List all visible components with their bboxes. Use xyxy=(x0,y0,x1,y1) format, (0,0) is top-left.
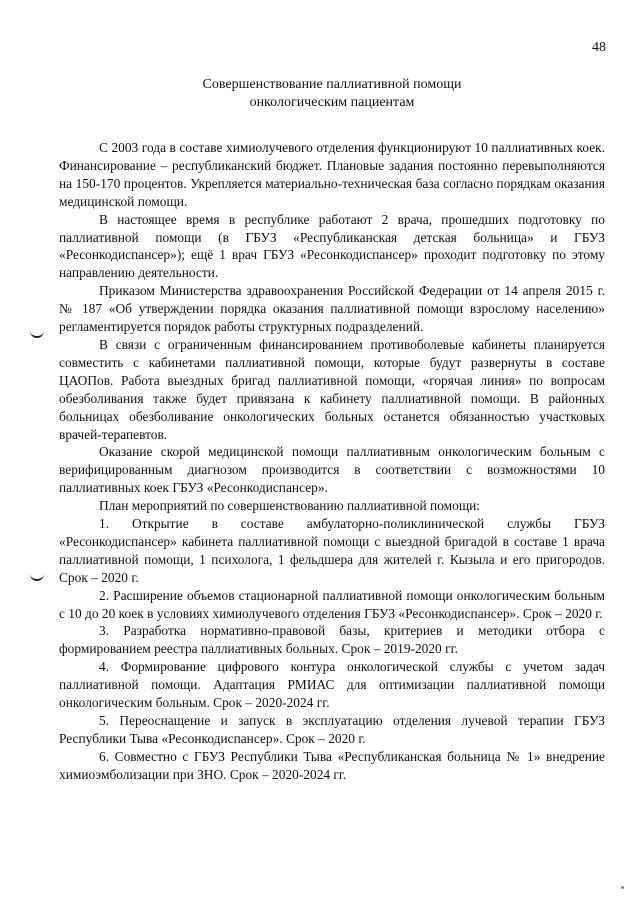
intro-paragraph: Приказом Министерства здравоохранения Российской Федерации от 14 апреля 2015 г. № 187 «Об утверждении порядка оказания паллиативной помощи взрослому населению» регламентируется порядок работы структурных подразделений. xyxy=(59,283,605,335)
margin-mark xyxy=(30,330,44,338)
document-title xyxy=(59,76,605,112)
scan-artifact xyxy=(621,886,624,889)
intro-paragraph: С 2003 года в составе химиолучевого отделения функционируют 10 паллиативных коек. Финансирование – республиканский бюджет. Плановые задания постоянно перевыполняются на 150-170 процентов. Укрепляется материально-техническая база согласно порядкам оказания медицинской помощи. xyxy=(59,140,605,209)
margin-mark xyxy=(30,573,44,581)
plan-item: 5. Переоснащение и запуск в эксплуатацию отделения лучевой терапии ГБУЗ Республики Тыва «Ресонкодиспансер». Срок – 2020 г. xyxy=(59,713,605,746)
title-line-1: Совершенствование паллиативной помощи xyxy=(202,77,462,92)
plan-item: 6. Совместно с ГБУЗ Республики Тыва «Республиканская больница № 1» внедрение химиоэмболизации при ЗНО. Срок – 2020-2024 гг. xyxy=(59,748,605,782)
plan-item: 3. Разработка нормативно-правовой базы, критериев и методики отбора с формированием реестра паллиативных больных. Срок – 2019-2020 гг. xyxy=(59,623,605,657)
page-number: 48 xyxy=(592,40,606,55)
plan-item: 4. Формирование цифрового контура онкологической службы с учетом задач паллиативной помощи. Адаптация РМИАС для оптимизации паллиативной помощи онкологическим больным. Срок – 2020-2024 гг. xyxy=(59,659,605,711)
intro-paragraph: Оказание скорой медицинской помощи паллиативным онкологическим больным с верифицированным диагнозом производится в соответствии с возможностями 10 паллиативных коек ГБУЗ «Ресонкодиспансер». xyxy=(59,444,605,496)
intro-paragraph: В связи с ограниченным финансированием противоболевые кабинеты планируется совместить с кабинетами паллиативной помощи, которые будут развернуты в составе ЦАОПов. Работа выездных бригад паллиативной помощи, «горячая линия» по вопросам обезболивания также будет привязана к кабинету паллиативной помощи. В районных больницах обезболивание онкологических больных останется обязанностью участковых врачей-терапевтов. xyxy=(59,336,605,442)
plan-heading: План мероприятий по совершенствованию паллиативной помощи: xyxy=(99,498,481,514)
title-line-2: онкологическим пациентам xyxy=(249,95,415,110)
plan-item: 1. Открытие в составе амбулаторно-поликлинической службы ГБУЗ «Ресонкодиспансер» кабинета паллиативной помощи с выездной бригадой в составе 1 врача паллиативной помощи, 1 психолога, 1 фельдшера для жителей г. Кызыла и его пригородов. Срок – 2020 г. xyxy=(59,516,605,585)
document-body xyxy=(59,76,605,784)
intro-paragraph: В настоящее время в республике работают 2 врача, прошедших подготовку по паллиативной помощи (в ГБУЗ «Республиканская детская больница» и ГБУЗ «Ресонкодиспансер»); ещё 1 врач ГБУЗ «Ресонкодиспансер» проходит подготовку по этому направлению деятельности. xyxy=(59,211,605,281)
plan-item: 2. Расширение объемов стационарной паллиативной помощи онкологическим больным с 10 до 20 коек в условиях химиолучевого отделения ГБУЗ «Ресонкодиспансер». Срок – 2020 г. xyxy=(59,587,605,621)
